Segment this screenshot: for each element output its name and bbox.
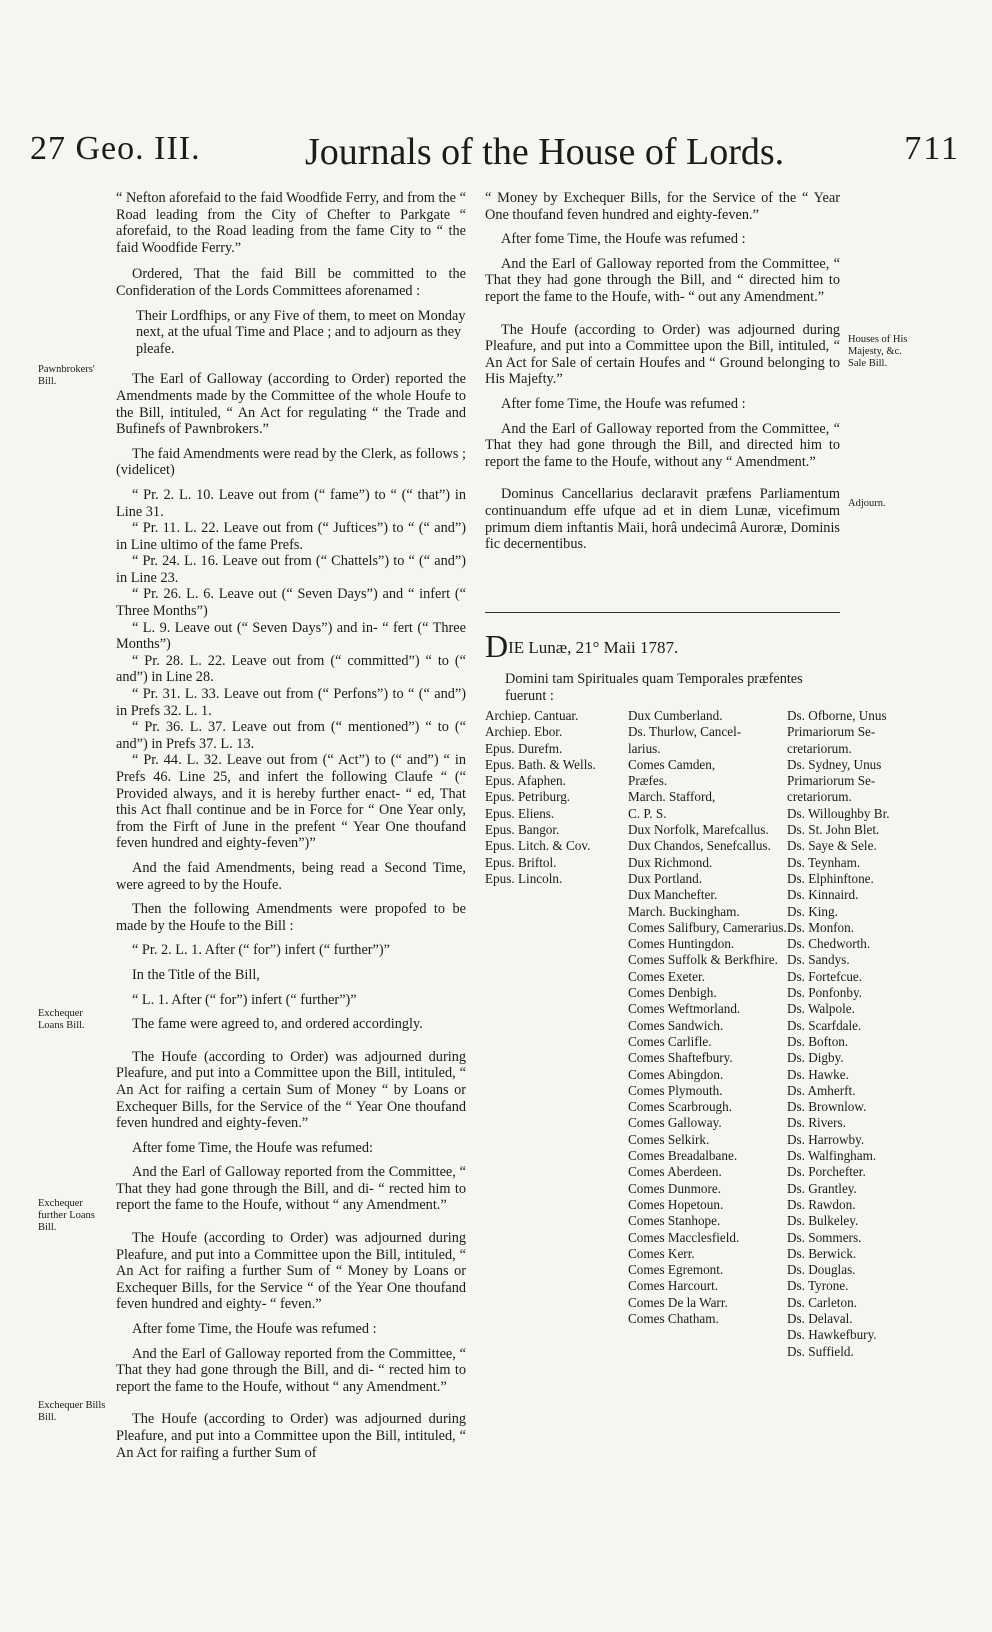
roll-entry: cretariorum. — [787, 740, 852, 756]
roll-entry: Ds. Ofborne, Unus — [787, 708, 887, 723]
roll-entry: Ds. Delaval. — [787, 1310, 853, 1326]
amendment: “ Pr. 2. L. 10. Leave out from (“ fame”) to “ (“ that”) in Line 31. — [116, 486, 466, 520]
roll-entry: Epus. Bath. & Wells. — [485, 756, 596, 772]
running-header — [30, 130, 970, 180]
roll-entry: Præfes. — [628, 773, 668, 789]
roll-entry: Dux Manchefter. — [628, 887, 718, 903]
amendment: “ Pr. 36. L. 37. Leave out from (“ mentioned”) “ to (“ and”) in Prefs 37. L. 13. — [116, 719, 466, 752]
roll-temporal-2 — [787, 708, 897, 1360]
roll-entry: Primariorum Se- — [787, 724, 876, 740]
roll-entry: Ds. Fortefcue. — [787, 968, 863, 984]
roll-entry: March. Buckingham. — [628, 903, 740, 919]
roll-entry: Ds. Sydney, Unus — [787, 756, 882, 772]
roll-entry: Ds. Walpole. — [787, 1001, 855, 1017]
roll-entry: Comes Salifbury, Camerarius. — [628, 919, 787, 935]
session-date: IE Lunæ, 21° Maii 1787. — [508, 638, 679, 657]
roll-entry: Dux Richmond. — [628, 854, 713, 870]
roll-entry: Ds. Elphinftone. — [787, 870, 874, 886]
margin-note-adjourn: Adjourn. — [848, 498, 886, 509]
adjournment-paragraph: Dominus Cancellarius declaravit præfens Parliamentum continuandum effe ufque ad et in diem Lunæ, vicefimum primum diem inftantis Maii, horâ undecimâ Auroræ, Dominis fic decernentibus. — [485, 486, 840, 553]
roll-entry: Dux Portland. — [628, 870, 702, 886]
roll-entry: Comes Breadalbane. — [628, 1148, 738, 1164]
session-intro: Domini tam Spirituales quam Temporales præfentes fuerunt : — [505, 671, 803, 704]
paragraph: After fome Time, the Houfe was refumed: — [132, 1139, 374, 1156]
roll-entry: Ds. Harrowby. — [787, 1131, 865, 1147]
roll-entry: Comes Macclesfield. — [628, 1229, 740, 1245]
roll-entry: Archiep. Cantuar. — [485, 708, 579, 723]
roll-entry: Ds. Monfon. — [787, 919, 855, 935]
roll-entry: Comes Hopetoun. — [628, 1196, 724, 1212]
roll-entry: Comes Weftmorland. — [628, 1001, 741, 1017]
roll-spiritual — [485, 708, 625, 887]
roll-entry: Epus. Briftol. — [485, 854, 557, 870]
right-column — [485, 190, 840, 561]
margin-note-pawnbrokers: Pawnbrokers' Bill. — [38, 364, 95, 387]
roll-entry: Ds. Thurlow, Cancel- — [628, 724, 742, 740]
paragraph: And the Earl of Galloway reported from the Committee, “ That they had gone through the Bill, and “ directed him to report the fame to the Houfe, with- “ out any Amendment.” — [485, 255, 840, 305]
amendment: “ L. 9. Leave out (“ Seven Days”) and in- “ fert (“ Three Months”) — [116, 619, 466, 653]
roll-entry: Epus. Eliens. — [485, 805, 555, 821]
amendment: “ Pr. 28. L. 22. Leave out from (“ committed”) “ to (“ and”) in Line 28. — [116, 652, 466, 686]
roll-entry: Ds. Willoughby Br. — [787, 805, 890, 821]
amendment: “ Pr. 24. L. 16. Leave out from (“ Chattels”) to “ (“ and”) in Line 23. — [116, 553, 466, 586]
amendment: “ Pr. 31. L. 33. Leave out from (“ Perfons”) to “ (“ and”) in Prefs 32. L. 1. — [116, 686, 466, 719]
paragraph: And the Earl of Galloway reported from the Committee, “ That they had gone through the Bill, and directed him to report the fame to the Houfe, without any “ Amendment.” — [485, 420, 840, 470]
roll-temporal-1 — [628, 708, 788, 1327]
paragraph: After fome Time, the Houfe was refumed : — [501, 231, 746, 248]
margin-note-exchequer-loans: Exchequer Loans Bill. — [38, 1008, 85, 1031]
roll-entry: Comes Shaftefbury. — [628, 1050, 733, 1066]
roll-entry: Comes De la Warr. — [628, 1294, 728, 1310]
drop-cap: D — [485, 628, 509, 664]
roll-entry: Comes Aberdeen. — [628, 1164, 722, 1180]
roll-entry: Comes Dunmore. — [628, 1180, 722, 1196]
roll-entry: Comes Carlifle. — [628, 1033, 712, 1049]
paragraph: In the Title of the Bill, — [132, 966, 260, 983]
amendment: “ Pr. 44. L. 32. Leave out from (“ Act”) to (“ and”) “ in Prefs 46. Line 25, and infert the following Claufe “ (“ Provided always, and it is hereby further enact- “ ed, That this Act fhall continue and be in Force for “ One Year only, from the Firft of June in the prefent “ Year One thoufand feven hundred and eighty-feven”)” — [116, 752, 466, 852]
paragraph: The fame were agreed to, and ordered accordingly. — [132, 1016, 423, 1033]
paragraph: The Earl of Galloway (according to Order) reported the Amendments made by the Committee of the whole Houfe to the Bill, intituled, “ An Act for regulating “ the Trade and Bufinefs of Pawnbrokers.” — [116, 371, 466, 438]
roll-entry: Ds. Saye & Sele. — [787, 838, 877, 854]
roll-entry: Ds. King. — [787, 903, 838, 919]
paragraph: The faid Amendments were read by the Clerk, as follows ; (videlicet) — [116, 445, 466, 479]
roll-entry: Ds. Tyrone. — [787, 1278, 849, 1294]
roll-entry: Comes Denbigh. — [628, 985, 717, 1001]
roll-entry: Comes Scarbrough. — [628, 1099, 733, 1115]
roll-entry: Comes Camden, — [628, 756, 716, 772]
roll-entry: Ds. Kinnaird. — [787, 887, 859, 903]
header-regnal-year: 27 Geo. III. — [30, 130, 201, 167]
paragraph: The Houfe (according to Order) was adjourned during Pleafure, and put into a Committee upon the Bill, intituled, “ An Act for Sale of certain Houfes and “ Ground belonging to His Majefty.” — [485, 321, 840, 388]
roll-entry: Epus. Afaphen. — [485, 773, 566, 789]
paragraph: Then the following Amendments were propofed to be made by the Houfe to the Bill : — [116, 901, 466, 934]
roll-entry: Ds. Scarfdale. — [787, 1017, 862, 1033]
paragraph: The Houfe (according to Order) was adjourned during Pleafure, and put into a Committee upon the Bill, intituled, “ An Act for raifing a further Sum of — [116, 1411, 466, 1461]
roll-entry: Ds. Rivers. — [787, 1115, 846, 1131]
margin-note-houses-sale: Houses of His Majesty, &c. Sale Bill. — [848, 334, 908, 369]
paragraph: And the Earl of Galloway reported from the Committee, “ That they had gone through the Bill, and di- “ rected him to report the fame to the Houfe, without “ any Amendment.” — [116, 1345, 466, 1395]
roll-entry: Ds. Grantley. — [787, 1180, 857, 1196]
roll-entry: Comes Egremont. — [628, 1262, 724, 1278]
paragraph: “ Money by Exchequer Bills, for the Service of the “ Year One thoufand feven hundred and eighty-feven.” — [485, 190, 840, 223]
roll-entry: Ds. Douglas. — [787, 1262, 856, 1278]
roll-entry: Comes Suffolk & Berkfhire. — [628, 952, 778, 968]
session-title — [485, 628, 840, 665]
roll-entry: Epus. Lincoln. — [485, 870, 563, 886]
paragraph: And the faid Amendments, being read a Second Time, were agreed to by the Houfe. — [116, 859, 466, 893]
roll-entry: C. P. S. — [628, 805, 667, 821]
left-column — [116, 190, 466, 1469]
roll-entry: Ds. Sandys. — [787, 952, 850, 968]
roll-entry: Dux Chandos, Senefcallus. — [628, 838, 771, 854]
amendment: “ Pr. 26. L. 6. Leave out (“ Seven Days”) and “ infert (“ Three Months”) — [116, 586, 466, 620]
roll-entry: Ds. Bofton. — [787, 1033, 849, 1049]
roll-entry: Comes Galloway. — [628, 1115, 722, 1131]
session-heading — [485, 628, 840, 714]
roll-entry: Comes Exeter. — [628, 968, 705, 984]
roll-entry: Ds. Suffield. — [787, 1343, 854, 1359]
roll-entry: larius. — [628, 740, 661, 756]
roll-entry: Ds. Hawke. — [787, 1066, 849, 1082]
roll-entry: March. Stafford, — [628, 789, 716, 805]
roll-entry: Epus. Petriburg. — [485, 789, 571, 805]
roll-entry: Comes Kerr. — [628, 1245, 695, 1261]
roll-entry: Ds. Rawdon. — [787, 1196, 856, 1212]
roll-entry: Ds. Bulkeley. — [787, 1213, 859, 1229]
roll-entry: Primariorum Se- — [787, 773, 876, 789]
roll-entry: Dux Cumberland. — [628, 708, 723, 723]
paragraph: After fome Time, the Houfe was refumed : — [501, 395, 746, 412]
roll-entry: cretariorum. — [787, 789, 852, 805]
roll-entry: Dux Norfolk, Marefcallus. — [628, 822, 769, 838]
roll-entry: Ds. Carleton. — [787, 1294, 857, 1310]
paragraph: “ Nefton aforefaid to the faid Woodfide Ferry, and from the “ Road leading from the City of Chefter to Parkgate “ aforefaid, to the Road leading from the fame City to “ the faid Woodfide Ferry.” — [116, 190, 466, 256]
roll-entry: Ds. Walfingham. — [787, 1148, 877, 1164]
margin-note-exchequer-further-loans: Exchequer further Loans Bill. — [38, 1198, 95, 1233]
roll-entry: Ds. St. John Blet. — [787, 822, 880, 838]
roll-entry: Ds. Berwick. — [787, 1245, 857, 1261]
roll-entry: Ds. Teynham. — [787, 854, 861, 870]
roll-entry: Comes Harcourt. — [628, 1278, 719, 1294]
page-number: 711 — [904, 130, 960, 167]
roll-entry: Ds. Brownlow. — [787, 1099, 867, 1115]
roll-entry: Comes Stanhope. — [628, 1213, 721, 1229]
roll-entry: Comes Chatham. — [628, 1310, 719, 1326]
margin-note-exchequer-bills: Exchequer Bills Bill. — [38, 1400, 106, 1423]
paragraph: The Houfe (according to Order) was adjourned during Pleafure, and put into a Committee upon the Bill, intituled, “ An Act for raifing a further Sum of “ Money by Loans or Exchequer Bills, for the Service “ of the Year One thoufand feven hundred and eighty- “ feven.” — [116, 1230, 466, 1313]
roll-entry: Comes Huntingdon. — [628, 936, 735, 952]
roll-entry: Epus. Litch. & Cov. — [485, 838, 591, 854]
roll-entry: Ds. Ponfonby. — [787, 985, 862, 1001]
paragraph: The Houfe (according to Order) was adjourned during Pleafure, and put into a Committee upon the Bill, intituled, “ An Act for raifing a certain Sum of Money “ by Loans or Exchequer Bills, for the Service of the “ Year One thoufand feven hundred and eighty-feven.” — [116, 1048, 466, 1132]
roll-entry: Epus. Durefm. — [485, 740, 563, 756]
roll-entry: Comes Abingdon. — [628, 1066, 724, 1082]
roll-entry: Ds. Chedworth. — [787, 936, 871, 952]
roll-entry: Ds. Digby. — [787, 1050, 844, 1066]
roll-entry: Archiep. Ebor. — [485, 724, 563, 740]
roll-entry: Comes Selkirk. — [628, 1131, 710, 1147]
paragraph: Ordered, That the faid Bill be committed to the Confideration of the Lords Committees aforenamed : — [116, 266, 466, 299]
roll-entry: Ds. Hawkefbury. — [787, 1327, 877, 1343]
roll-entry: Epus. Bangor. — [485, 822, 560, 838]
section-divider — [485, 612, 840, 613]
amendment: “ L. 1. After (“ for”) infert (“ further”)” — [132, 991, 357, 1008]
paragraph: After fome Time, the Houfe was refumed : — [132, 1321, 377, 1338]
roll-entry: Ds. Porchefter. — [787, 1164, 866, 1180]
amendment: “ Pr. 2. L. 1. After (“ for”) infert (“ further”)” — [132, 942, 391, 959]
roll-entry: Ds. Sommers. — [787, 1229, 862, 1245]
roll-entry: Ds. Amherft. — [787, 1082, 856, 1098]
amendment: “ Pr. 11. L. 22. Leave out from (“ Juftices”) to “ (“ and”) in Line ultimo of the fame Prefs. — [116, 520, 466, 553]
paragraph: And the Earl of Galloway reported from the Committee, “ That they had gone through the Bill, and di- “ rected him to report the fame to the Houfe, without “ any Amendment.” — [116, 1164, 466, 1214]
roll-entry: Comes Sandwich. — [628, 1017, 724, 1033]
header-title: Journals of the House of Lords. — [305, 131, 785, 173]
paragraph: Their Lordfhips, or any Five of them, to meet on Monday next, at the ufual Time and Place ; and to adjourn as they pleafe. — [136, 307, 466, 357]
roll-entry: Comes Plymouth. — [628, 1082, 723, 1098]
